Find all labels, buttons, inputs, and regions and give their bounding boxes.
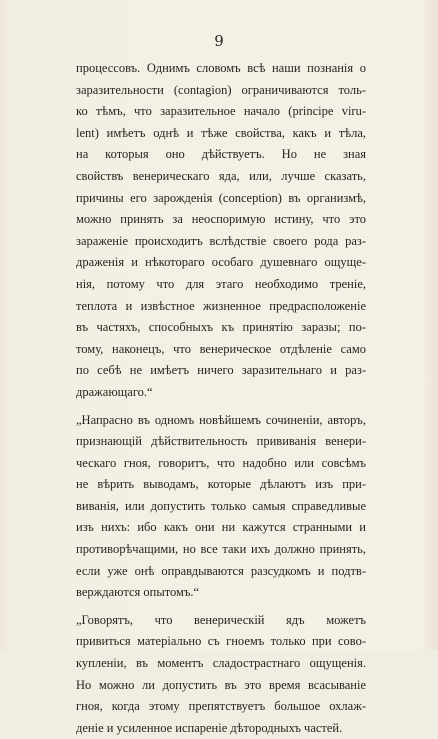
text-line: если уже онѣ оправдываются разсудкомъ и подтв- <box>76 563 366 578</box>
text-line: деніе и усиленное испареніе дѣтородныхъ частей. <box>76 720 343 735</box>
text-line: теплота и извѣстное жизненное предрасположеніе <box>76 298 366 313</box>
text-line: драженія и нѣкотораго особаго душевнаго ощуще- <box>76 255 366 270</box>
text-line: противорѣчащими, но все таки ихъ должно принять, <box>76 542 366 557</box>
text-line: зараженіе происходитъ вслѣдствіе своего рода раз- <box>76 233 366 248</box>
text-line: виванія, или допустить только самыя справедливые <box>76 498 366 513</box>
text-line: Но можно ли допустить въ это время всасываніе <box>76 677 366 692</box>
text-line: lent) имѣетъ однѣ и тѣже свойства, какъ и тѣла, <box>76 125 366 140</box>
paragraph <box>76 610 366 739</box>
text-line: нія, потому что для этаго необходимо треніе, <box>76 276 366 291</box>
text-line: признающій дѣйствительность прививанія венери- <box>76 434 366 449</box>
text-line: можно принять за неоспоримую истину, что это <box>76 212 366 227</box>
text-line: „Напрасно въ одномъ новѣйшемъ сочиненіи, авторъ, <box>76 412 366 427</box>
text-line: дражающаго.“ <box>76 384 153 399</box>
body-text <box>76 58 366 739</box>
paragraph <box>76 410 366 604</box>
text-line: изъ нихъ: ибо какъ они ни кажутся странными и <box>76 520 366 535</box>
text-line: ческаго гноя, говоритъ, что надобно или совсѣмъ <box>76 455 366 470</box>
text-line: заразительности (contagion) ограничиваются толь- <box>76 82 366 97</box>
text-line: „Говорятъ, что венерическій ядъ можетъ <box>76 612 366 627</box>
text-line: по себѣ не имѣетъ ничего заразительнаго и раз- <box>76 363 366 378</box>
text-line: гноя, когда этому препятствуетъ большое охлаж- <box>76 699 366 714</box>
text-line: на которыя оно дѣйствуетъ. Но не зная <box>76 147 366 162</box>
paragraph <box>76 58 366 404</box>
text-line: привиться матеріально съ гноемъ только при сово- <box>76 634 366 649</box>
text-line: не вѣрить выводамъ, которые дѣлаютъ изъ при- <box>76 477 366 492</box>
text-line: причины его зарожденія (conception) въ организмѣ, <box>76 190 366 205</box>
text-line: верждаются опытомъ.“ <box>76 585 200 600</box>
text-line: свойствъ венерическаго яда, или, лучше сказать, <box>76 168 366 183</box>
text-line: процессовъ. Однимъ словомъ всѣ наши познанія о <box>76 61 366 75</box>
text-line: купленіи, въ моментъ сладострастнаго ощущенія. <box>76 656 366 671</box>
text-line: тому, наконецъ, что венерическое отдѣленіе само <box>76 341 366 356</box>
text-line: въ частяхъ, способныхъ къ принятію заразы; по- <box>76 320 366 335</box>
text-line: ко тѣмъ, что заразительное начало (principe viru- <box>76 104 366 119</box>
page-number: 9 <box>214 32 224 50</box>
